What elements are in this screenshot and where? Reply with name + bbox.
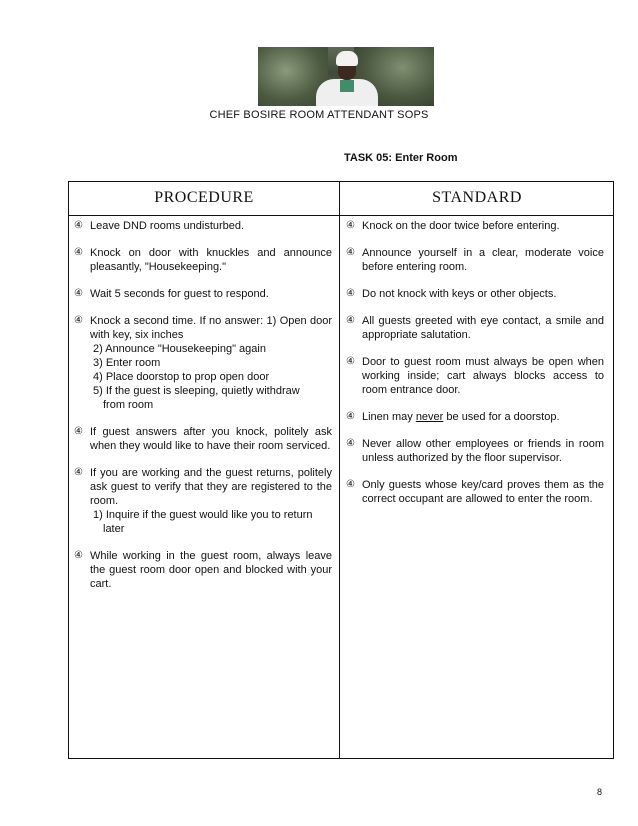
procedure-item: ④ Leave DND rooms undisturbed. (74, 220, 245, 232)
bullet-icon: ④ (74, 467, 83, 478)
bullet-icon: ④ (74, 550, 83, 561)
standard-item: ④ Door to guest room must always be open when working inside; cart always blocks access to room entrance door. (346, 356, 604, 396)
task-title: TASK 05: Enter Room (344, 152, 458, 164)
column-divider (339, 182, 340, 758)
bullet-icon: ④ (346, 411, 355, 422)
header-divider (69, 215, 613, 216)
standard-header: STANDARD (432, 189, 522, 206)
procedure-item: ④ Knock on door with knuckles and announce pleasantly, "Housekeeping." (74, 247, 332, 273)
chef-photo (258, 47, 434, 106)
bullet-icon: ④ (74, 288, 83, 299)
substep-list (90, 508, 332, 536)
bullet-icon: ④ (74, 220, 83, 231)
substep: 5) If the guest is sleeping, quietly withdraw (93, 385, 300, 397)
bullet-icon: ④ (346, 479, 355, 490)
bullet-icon: ④ (346, 438, 355, 449)
emphasis-never: never (415, 411, 444, 423)
standard-item: ④ Only guests whose key/card proves them as the correct occupant are allowed to enter the room. (346, 479, 604, 505)
bullet-icon: ④ (74, 247, 83, 258)
bullet-icon: ④ (74, 315, 83, 326)
substep: 3) Enter room (93, 357, 161, 369)
procedure-column (74, 219, 332, 604)
bullet-icon: ④ (74, 426, 83, 437)
standard-item: ④ Announce yourself in a clear, moderate voice before entering room. (346, 247, 604, 273)
bullet-icon: ④ (346, 288, 355, 299)
standard-item: ④ Never allow other employees or friends in room unless authorized by the floor supervisor. (346, 438, 604, 464)
substep: 4) Place doorstop to prop open door (93, 371, 270, 383)
standard-item: ④ Do not knock with keys or other objects. (346, 288, 557, 300)
bullet-icon: ④ (346, 315, 355, 326)
bullet-icon: ④ (346, 220, 355, 231)
substep: from room (103, 399, 154, 411)
bullet-icon: ④ (346, 247, 355, 258)
linen-rule: Linen may never be used for a doorstop. (362, 411, 560, 423)
page-number: 8 (597, 787, 603, 797)
standard-column (346, 219, 604, 519)
sop-table (68, 181, 614, 759)
procedure-item: ④ Wait 5 seconds for guest to respond. (74, 288, 269, 300)
document-title: CHEF BOSIRE ROOM ATTENDANT SOPS (209, 109, 429, 121)
standard-item: ④ All guests greeted with eye contact, a smile and appropriate salutation. (346, 315, 604, 341)
standard-item: ④ Knock on the door twice before entering. (346, 220, 560, 232)
procedure-header: PROCEDURE (154, 189, 254, 206)
procedure-item: ④ If guest answers after you knock, politely ask when they would like to have their room serviced. (74, 426, 332, 452)
procedure-item: ④ Knock a second time. If no answer: 1) Open door with key, six inches 2) Announce "Housekeeping" again 3) Enter room 4) Place doorstop to prop open door 5) If the guest is sleeping, quietly withdraw from room (74, 315, 332, 411)
procedure-item: ④ If you are working and the guest returns, politely ask guest to verify that they are registered to the room. 1) Inquire if the guest would like you to return later (74, 467, 332, 535)
substep: 2) Announce "Housekeeping" again (93, 343, 266, 355)
substep-list (90, 342, 332, 412)
substep: 1) Inquire if the guest would like you to return (93, 509, 313, 521)
substep: later (103, 523, 125, 535)
procedure-item: ④ While working in the guest room, always leave the guest room door open and blocked with your cart. (74, 550, 332, 590)
bullet-icon: ④ (346, 356, 355, 367)
standard-item (346, 410, 604, 424)
